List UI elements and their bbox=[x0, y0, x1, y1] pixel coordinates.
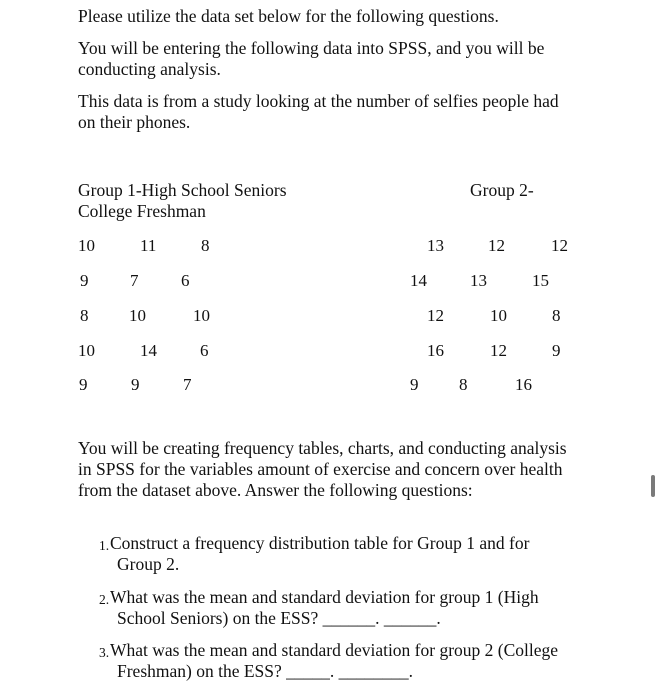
data-cell: 10 bbox=[78, 236, 95, 255]
data-cell: 10 bbox=[193, 306, 210, 325]
data-cell: 13 bbox=[427, 236, 444, 255]
data-cell: 12 bbox=[488, 236, 505, 255]
intro-line-3: This data is from a study looking at the number of selfies people had on their phones. bbox=[78, 91, 559, 132]
group1-label: Group 1-High School Seniors bbox=[78, 180, 287, 200]
data-cell: 9 bbox=[410, 375, 419, 394]
question-text-continued: School Seniors) on the ESS? ______. ______. bbox=[117, 608, 441, 628]
data-cell: 15 bbox=[532, 271, 549, 290]
question-number: 2. bbox=[99, 592, 110, 607]
intro-line-1: Please utilize the data set below for the following questions. bbox=[78, 6, 499, 26]
question-text: What was the mean and standard deviation for group 1 (High bbox=[110, 587, 539, 607]
data-cell: 6 bbox=[200, 341, 209, 360]
data-cell: 9 bbox=[79, 375, 88, 394]
data-cell: 12 bbox=[490, 341, 507, 360]
data-cell: 9 bbox=[80, 271, 89, 290]
question-text-continued: Freshman) on the ESS? _____. ________. bbox=[117, 661, 414, 681]
data-cell: 7 bbox=[183, 375, 192, 394]
data-cell: 14 bbox=[410, 271, 427, 290]
data-cell: 7 bbox=[130, 271, 139, 290]
group2-label: Group 2- bbox=[470, 180, 534, 200]
data-cell: 8 bbox=[459, 375, 468, 394]
data-cell: 10 bbox=[490, 306, 507, 325]
question-text-continued: Group 2. bbox=[117, 554, 180, 574]
question-text: Construct a frequency distribution table for Group 1 and for bbox=[110, 533, 530, 553]
data-cell: 8 bbox=[552, 306, 561, 325]
data-cell: 8 bbox=[201, 236, 210, 255]
data-cell: 10 bbox=[129, 306, 146, 325]
group2-label-continued: College Freshman bbox=[78, 201, 206, 221]
data-cell: 12 bbox=[427, 306, 444, 325]
data-cell: 14 bbox=[140, 341, 157, 360]
question-text: What was the mean and standard deviation for group 2 (College bbox=[110, 640, 559, 660]
intro-line-2: You will be entering the following data into SPSS, and you will be conducting analysis. bbox=[78, 38, 545, 79]
data-cell: 9 bbox=[131, 375, 140, 394]
data-cell: 16 bbox=[515, 375, 532, 394]
data-cell: 11 bbox=[140, 236, 157, 255]
question-number: 1. bbox=[99, 538, 110, 553]
data-cell: 12 bbox=[551, 236, 568, 255]
vertical-scrollbar[interactable] bbox=[651, 475, 655, 497]
data-cell: 16 bbox=[427, 341, 444, 360]
data-cell: 10 bbox=[78, 341, 95, 360]
data-cell: 6 bbox=[181, 271, 190, 290]
data-cell: 13 bbox=[470, 271, 487, 290]
data-cell: 8 bbox=[80, 306, 89, 325]
question-number: 3. bbox=[99, 645, 110, 660]
data-cell: 9 bbox=[552, 341, 561, 360]
instructions-paragraph: You will be creating frequency tables, charts, and conducting analysis in SPSS for the variables amount of exercise and concern over health from the dataset above. Answer the following questions: bbox=[78, 438, 567, 500]
